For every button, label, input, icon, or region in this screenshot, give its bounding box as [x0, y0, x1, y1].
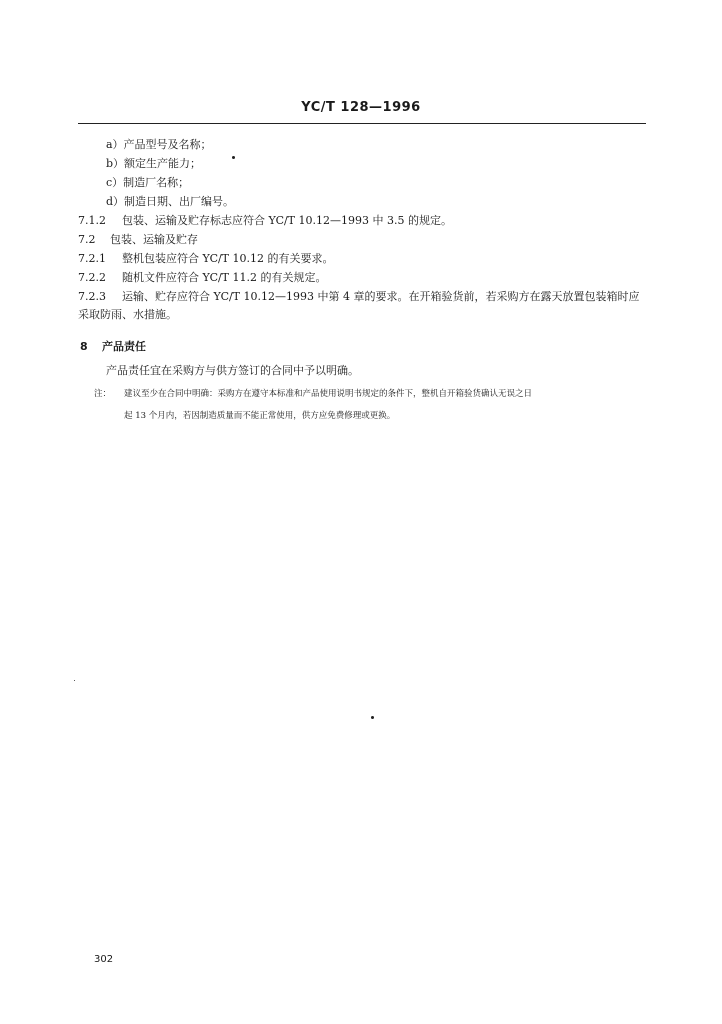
section-8-body: 产品责任宜在采购方与供方签订的合同中予以明确。 — [106, 364, 359, 377]
clause-7-2-3 — [78, 288, 646, 324]
header-rule — [78, 123, 646, 124]
clause-heading: 包装、运输及贮存 — [110, 233, 198, 246]
section-number: 8 — [80, 340, 88, 353]
clause-number: 7.2.1 — [78, 252, 106, 265]
speck — [74, 680, 75, 681]
page-number: 302 — [94, 954, 114, 965]
clause-7-2-2 — [78, 271, 327, 285]
section-8-heading — [80, 338, 146, 354]
item-a: a）产品型号及名称； — [106, 138, 212, 151]
clause-number: 7.2.3 — [78, 290, 106, 303]
clause-7-1-2 — [78, 214, 452, 228]
clause-text: 整机包装应符合 YC/T 10.12 的有关要求。 — [122, 252, 334, 265]
note-line-2: 起 13 个月内，若因制造质量而不能正常使用，供方应免费修理或更换。 — [124, 411, 396, 421]
item-d: d）制造日期、出厂编号。 — [106, 195, 235, 208]
clause-text: 随机文件应符合 YC/T 11.2 的有关规定。 — [122, 271, 327, 284]
section-title: 产品责任 — [102, 340, 146, 353]
item-c: c）制造厂名称； — [106, 176, 190, 189]
speck — [371, 716, 374, 719]
standard-code-header: YC/T 128—1996 — [301, 100, 421, 115]
clause-number: 7.2 — [78, 233, 96, 246]
note-line-1: 建议至少在合同中明确：采购方在遵守本标准和产品使用说明书规定的条件下，整机自开箱验货确认无误之日 — [124, 389, 533, 399]
section-8-note — [94, 383, 650, 427]
clause-text: 包装、运输及贮存标志应符合 YC/T 10.12—1993 中 3.5 的规定。 — [122, 214, 452, 227]
clause-text: 运输、贮存应符合 YC/T 10.12—1993 中第 4 章的要求。在开箱验货前，若采购方在露天放置包装箱时应采取防雨、水措施。 — [78, 290, 640, 321]
speck — [232, 156, 235, 159]
clause-7-2 — [78, 233, 198, 247]
clause-number: 7.1.2 — [78, 214, 106, 227]
note-label: 注： — [94, 389, 112, 399]
clause-7-2-1 — [78, 252, 334, 266]
item-b: b）额定生产能力； — [106, 157, 202, 170]
clause-number: 7.2.2 — [78, 271, 106, 284]
